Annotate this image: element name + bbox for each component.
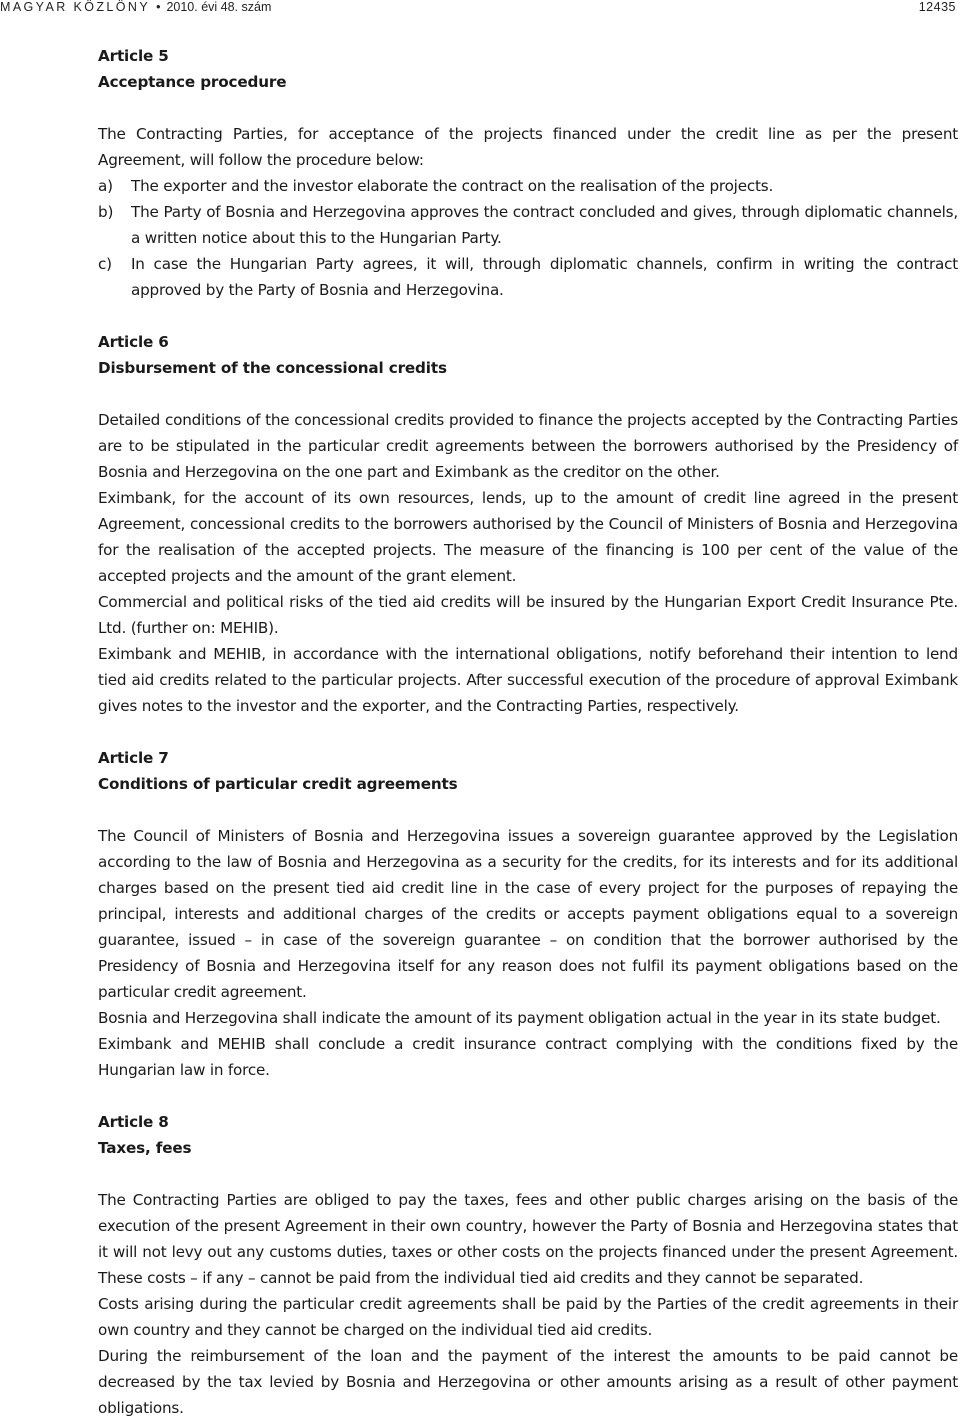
- running-head: [0, 0, 956, 14]
- article-number: Article 8: [98, 1113, 169, 1131]
- section-spacer: [98, 303, 958, 329]
- article-number: Article 7: [98, 749, 169, 767]
- document-body: [98, 43, 958, 1421]
- article-heading: [98, 1109, 958, 1161]
- article-title: Conditions of particular credit agreements: [98, 775, 458, 793]
- section-spacer: [98, 719, 958, 745]
- article-title: Disbursement of the concessional credits: [98, 359, 447, 377]
- page-number: 12435: [918, 0, 956, 14]
- article-heading: [98, 329, 958, 381]
- article-5: [98, 43, 958, 303]
- paragraph: Eximbank and MEHIB, in accordance with the international obligations, notify beforehand their intention to lend tied aid credits related to the particular projects. After successful execution of the procedure of approval Eximbank gives notes to the investor and the exporter, and the Contracting Parties, respectively.: [98, 645, 958, 715]
- paragraph: Costs arising during the particular credit agreements shall be paid by the Parties of the credit agreements in their own country and they cannot be charged on the individual tied aid credits.: [98, 1295, 958, 1339]
- paragraph: The Council of Ministers of Bosnia and Herzegovina issues a sovereign guarantee approved by the Legislation according to the law of Bosnia and Herzegovina as a security for the credits, for its interests and for its additional charges based on the present tied aid credit line in the case of every project for the purposes of repaying the principal, interests and additional charges of the credits or accepts payment obligations equal to a sovereign guarantee, issued – in case of the sovereign guarantee – on condition that the borrower authorised by the Presidency of Bosnia and Herzegovina itself for any reason does not fulfil its payment obligations based on the particular credit agreement.: [98, 827, 958, 1001]
- paragraph: Detailed conditions of the concessional credits provided to finance the projects accepted by the Contracting Parties are to be stipulated in the particular credit agreements between the borrowers authorised by the Presidency of Bosnia and Herzegovina on the one part and Eximbank as the creditor on the other.: [98, 411, 958, 481]
- list-marker: b): [98, 203, 114, 221]
- article-number: Article 6: [98, 333, 169, 351]
- list-item: [98, 251, 958, 303]
- paragraph: Eximbank and MEHIB shall conclude a credit insurance contract complying with the conditions fixed by the Hungarian law in force.: [98, 1035, 958, 1079]
- paragraph: The Contracting Parties are obliged to pay the taxes, fees and other public charges arising on the basis of the execution of the present Agreement in their own country, however the Party of Bosnia and Herzegovina states that it will not levy out any customs duties, taxes or other costs on the projects financed under the present Agreement. These costs – if any – cannot be paid from the individual tied aid credits and they cannot be separated.: [98, 1191, 958, 1287]
- list-item-text: The exporter and the investor elaborate the contract on the realisation of the projects.: [131, 177, 774, 195]
- list-item: [98, 173, 958, 199]
- header-separator: •: [156, 0, 161, 14]
- list-item-text: In case the Hungarian Party agrees, it will, through diplomatic channels, confirm in writing the contract approved by the Party of Bosnia and Herzegovina.: [131, 255, 958, 299]
- journal-header: [0, 0, 271, 14]
- paragraph: Commercial and political risks of the tied aid credits will be insured by the Hungarian Export Credit Insurance Pte. Ltd. (further on: MEHIB).: [98, 593, 958, 637]
- article-6: [98, 329, 958, 719]
- paragraph: Bosnia and Herzegovina shall indicate the amount of its payment obligation actual in the year in its state budget.: [98, 1009, 941, 1027]
- list-marker: a): [98, 177, 113, 195]
- article-heading: [98, 43, 958, 95]
- article-title: Acceptance procedure: [98, 73, 287, 91]
- article-8: [98, 1109, 958, 1421]
- list-marker: c): [98, 255, 112, 273]
- journal-title: MAGYAR KÖZLÖNY: [0, 0, 151, 14]
- paragraph: Eximbank, for the account of its own resources, lends, up to the amount of credit line agreed in the present Agreement, concessional credits to the borrowers authorised by the Council of Ministers of Bosnia and Herzegovina for the realisation of the accepted projects. The measure of the financing is 100 per cent of the value of the accepted projects and the amount of the grant element.: [98, 489, 958, 585]
- article-7: [98, 745, 958, 1083]
- list-item: [98, 199, 958, 251]
- paragraph: The Contracting Parties, for acceptance of the projects financed under the credit line as per the present Agreement, will follow the procedure below:: [98, 125, 958, 169]
- paragraph: During the reimbursement of the loan and the payment of the interest the amounts to be paid cannot be decreased by the tax levied by Bosnia and Herzegovina or other amounts arising as a result of other payment obligations.: [98, 1347, 958, 1417]
- article-number: Article 5: [98, 47, 169, 65]
- section-spacer: [98, 1083, 958, 1109]
- article-title: Taxes, fees: [98, 1139, 192, 1157]
- list-item-text: The Party of Bosnia and Herzegovina approves the contract concluded and gives, through diplomatic channels, a written notice about this to the Hungarian Party.: [131, 203, 958, 247]
- issue-label: 2010. évi 48. szám: [166, 0, 272, 14]
- procedure-list: [98, 173, 958, 303]
- article-heading: [98, 745, 958, 797]
